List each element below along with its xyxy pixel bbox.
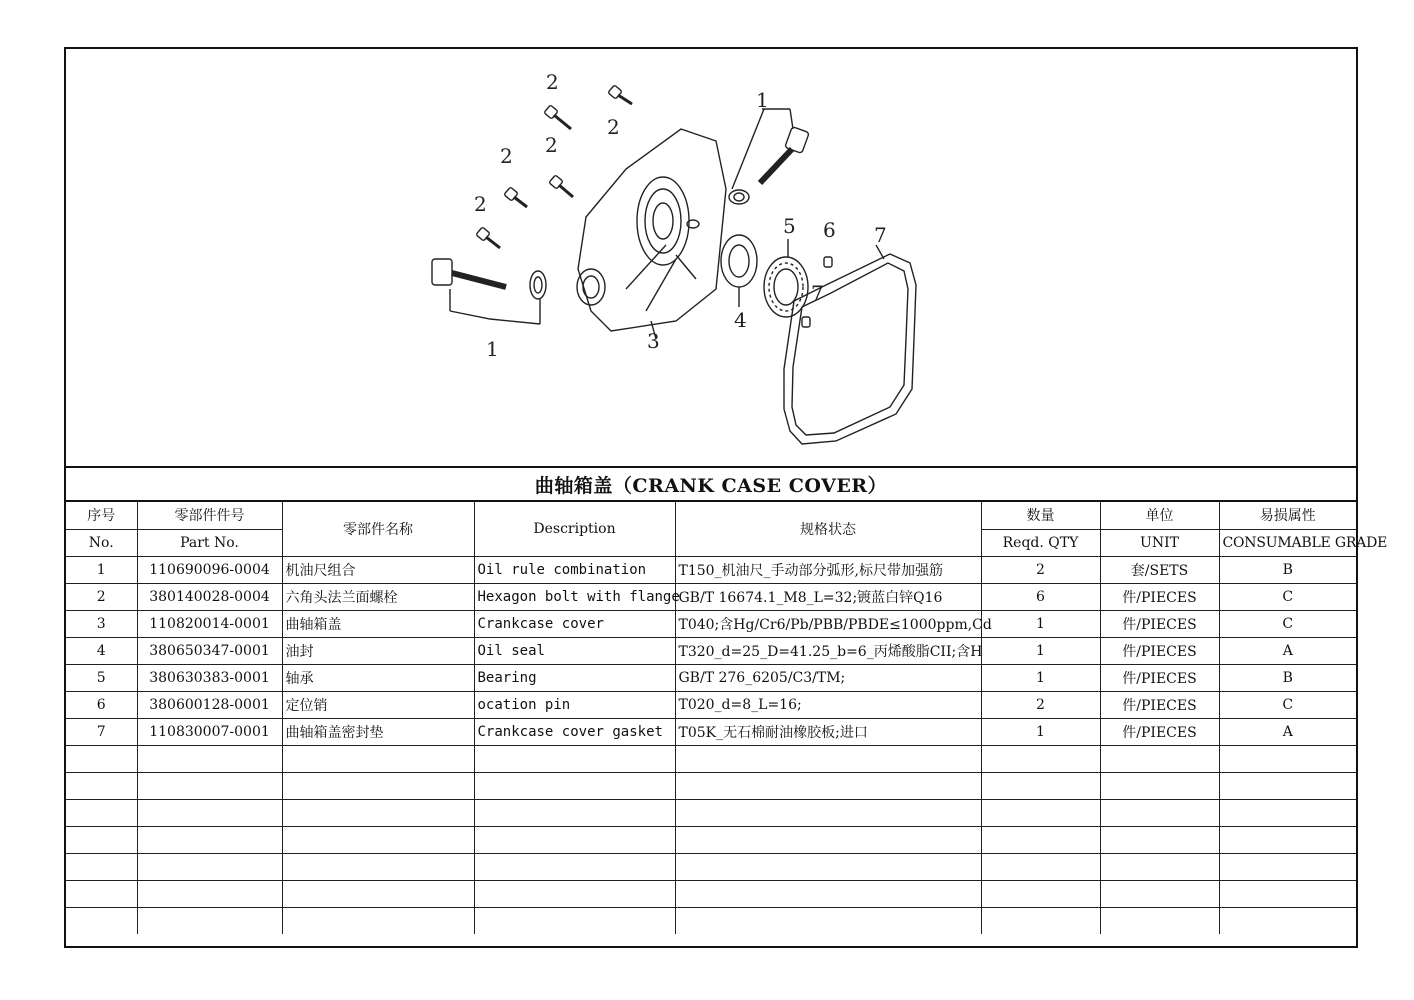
callout-4: 4 bbox=[734, 308, 747, 332]
empty-cell bbox=[137, 907, 282, 934]
cell-part-no: 110820014-0001 bbox=[137, 610, 282, 637]
empty-cell bbox=[66, 772, 137, 799]
cell-name-cn: 定位销 bbox=[282, 691, 474, 718]
empty-cell bbox=[137, 799, 282, 826]
parts-table bbox=[66, 502, 1388, 934]
cell-spec: GB/T 16674.1_M8_L=32;镀蓝白锌Q16 bbox=[675, 583, 981, 610]
table-row bbox=[66, 583, 1356, 610]
empty-cell bbox=[282, 745, 474, 772]
empty-cell bbox=[66, 907, 137, 934]
cell-part-no: 380140028-0004 bbox=[137, 583, 282, 610]
dipstick-left-drawing bbox=[432, 259, 546, 324]
empty-cell bbox=[1219, 826, 1356, 853]
empty-cell bbox=[137, 826, 282, 853]
callout-2d: 2 bbox=[545, 133, 558, 157]
cell-no: 6 bbox=[66, 691, 137, 718]
bolt-drawing-f bbox=[504, 187, 527, 207]
table-row bbox=[66, 664, 1356, 691]
cell-no: 7 bbox=[66, 718, 137, 745]
empty-cell bbox=[675, 772, 981, 799]
crankcase-cover-body bbox=[577, 129, 726, 339]
cell-unit: 件/PIECES bbox=[1100, 691, 1219, 718]
exploded-diagram bbox=[66, 49, 1356, 468]
table-row bbox=[66, 691, 1356, 718]
cell-spec: T150_机油尺_手动部分弧形,标尺带加强筋 bbox=[675, 556, 981, 583]
dipstick-right-drawing bbox=[729, 109, 809, 204]
header-unit-en: UNIT bbox=[1100, 529, 1219, 556]
cell-spec: T020_d=8_L=16; bbox=[675, 691, 981, 718]
empty-cell bbox=[282, 853, 474, 880]
cell-qty: 1 bbox=[981, 718, 1100, 745]
callout-7-pin: 7 bbox=[811, 281, 824, 305]
gasket-drawing bbox=[784, 245, 916, 444]
locating-pin-drawing-a bbox=[824, 257, 832, 267]
empty-cell bbox=[137, 880, 282, 907]
cell-no: 5 bbox=[66, 664, 137, 691]
empty-cell bbox=[1219, 853, 1356, 880]
cell-grade: C bbox=[1219, 610, 1356, 637]
cell-grade: A bbox=[1219, 718, 1356, 745]
cell-no: 2 bbox=[66, 583, 137, 610]
bearing-drawing bbox=[764, 239, 808, 317]
header-unit-cn: 单位 bbox=[1100, 502, 1219, 529]
cell-grade: C bbox=[1219, 583, 1356, 610]
empty-cell bbox=[981, 772, 1100, 799]
cell-description: Hexagon bolt with flange bbox=[474, 583, 675, 610]
cell-no: 4 bbox=[66, 637, 137, 664]
header-grade-cn: 易损属性 bbox=[1219, 502, 1356, 529]
empty-table-row bbox=[66, 853, 1356, 880]
empty-cell bbox=[66, 853, 137, 880]
cell-name-cn: 曲轴箱盖密封垫 bbox=[282, 718, 474, 745]
empty-cell bbox=[981, 826, 1100, 853]
cell-spec: T320_d=25_D=41.25_b=6_丙烯酸脂CII;含H bbox=[675, 637, 981, 664]
cell-description: Bearing bbox=[474, 664, 675, 691]
empty-cell bbox=[282, 799, 474, 826]
empty-cell bbox=[1100, 826, 1219, 853]
cell-spec: T040;含Hg/Cr6/Pb/PBB/PBDE≤1000ppm,Cd bbox=[675, 610, 981, 637]
table-row bbox=[66, 610, 1356, 637]
header-part-en: Part No. bbox=[137, 529, 282, 556]
header-qty-en: Reqd. QTY bbox=[981, 529, 1100, 556]
cell-description: Crankcase cover gasket bbox=[474, 718, 675, 745]
cell-grade: B bbox=[1219, 664, 1356, 691]
cell-name-cn: 轴承 bbox=[282, 664, 474, 691]
empty-table-row bbox=[66, 826, 1356, 853]
section-title bbox=[66, 468, 1356, 502]
table-row bbox=[66, 718, 1356, 745]
cell-name-cn: 六角头法兰面螺栓 bbox=[282, 583, 474, 610]
cell-qty: 2 bbox=[981, 691, 1100, 718]
callout-1-right: 1 bbox=[756, 88, 769, 112]
cell-name-cn: 机油尺组合 bbox=[282, 556, 474, 583]
callout-5: 5 bbox=[783, 214, 796, 238]
cell-part-no: 380600128-0001 bbox=[137, 691, 282, 718]
cell-description: ocation pin bbox=[474, 691, 675, 718]
cell-no: 1 bbox=[66, 556, 137, 583]
empty-cell bbox=[66, 880, 137, 907]
header-grade-en: CONSUMABLE GRADE bbox=[1219, 529, 1356, 556]
cell-name-cn: 曲轴箱盖 bbox=[282, 610, 474, 637]
cell-qty: 1 bbox=[981, 610, 1100, 637]
empty-cell bbox=[282, 826, 474, 853]
empty-cell bbox=[1100, 745, 1219, 772]
oil-seal-drawing bbox=[721, 235, 757, 307]
empty-cell bbox=[474, 745, 675, 772]
empty-cell bbox=[282, 880, 474, 907]
cell-part-no: 110690096-0004 bbox=[137, 556, 282, 583]
empty-cell bbox=[1219, 772, 1356, 799]
empty-cell bbox=[137, 853, 282, 880]
empty-cell bbox=[137, 772, 282, 799]
bolt-drawing-b bbox=[608, 85, 632, 104]
empty-cell bbox=[981, 880, 1100, 907]
empty-cell bbox=[675, 853, 981, 880]
empty-table-row bbox=[66, 880, 1356, 907]
cell-part-no: 110830007-0001 bbox=[137, 718, 282, 745]
empty-table-row bbox=[66, 745, 1356, 772]
empty-table-row bbox=[66, 799, 1356, 826]
empty-cell bbox=[282, 907, 474, 934]
empty-cell bbox=[1219, 799, 1356, 826]
cell-unit: 套/SETS bbox=[1100, 556, 1219, 583]
header-qty-cn: 数量 bbox=[981, 502, 1100, 529]
locating-pin-drawing-b bbox=[802, 317, 810, 327]
empty-cell bbox=[474, 853, 675, 880]
empty-cell bbox=[1100, 772, 1219, 799]
empty-cell bbox=[474, 880, 675, 907]
empty-cell bbox=[474, 826, 675, 853]
empty-cell bbox=[1219, 880, 1356, 907]
cell-unit: 件/PIECES bbox=[1100, 664, 1219, 691]
cell-qty: 6 bbox=[981, 583, 1100, 610]
empty-cell bbox=[1100, 907, 1219, 934]
empty-cell bbox=[1219, 745, 1356, 772]
cell-part-no: 380650347-0001 bbox=[137, 637, 282, 664]
empty-cell bbox=[1100, 853, 1219, 880]
callout-1-left: 1 bbox=[486, 337, 499, 361]
cell-qty: 1 bbox=[981, 637, 1100, 664]
empty-cell bbox=[66, 826, 137, 853]
empty-cell bbox=[981, 745, 1100, 772]
empty-cell bbox=[66, 745, 137, 772]
header-name-cn: 零部件名称 bbox=[282, 502, 474, 556]
cell-unit: 件/PIECES bbox=[1100, 583, 1219, 610]
callout-6: 6 bbox=[823, 218, 836, 242]
cell-no: 3 bbox=[66, 610, 137, 637]
bolt-drawing-g bbox=[476, 227, 500, 248]
empty-cell bbox=[675, 907, 981, 934]
header-part-cn: 零部件件号 bbox=[137, 502, 282, 529]
empty-cell bbox=[1219, 907, 1356, 934]
empty-table-row bbox=[66, 772, 1356, 799]
cell-qty: 2 bbox=[981, 556, 1100, 583]
cell-spec: GB/T 276_6205/C3/TM; bbox=[675, 664, 981, 691]
crankcase-cover-drawing bbox=[66, 49, 1356, 466]
empty-cell bbox=[675, 880, 981, 907]
cell-description: Crankcase cover bbox=[474, 610, 675, 637]
table-row bbox=[66, 637, 1356, 664]
cell-grade: A bbox=[1219, 637, 1356, 664]
cell-unit: 件/PIECES bbox=[1100, 637, 1219, 664]
empty-cell bbox=[474, 799, 675, 826]
empty-cell bbox=[282, 772, 474, 799]
cell-grade: C bbox=[1219, 691, 1356, 718]
empty-cell bbox=[66, 799, 137, 826]
cell-grade: B bbox=[1219, 556, 1356, 583]
header-row-cn bbox=[66, 502, 1356, 529]
header-spec-cn: 规格状态 bbox=[675, 502, 981, 556]
empty-cell bbox=[1100, 880, 1219, 907]
empty-cell bbox=[675, 799, 981, 826]
bolt-drawing-a bbox=[544, 105, 571, 129]
header-description: Description bbox=[474, 502, 675, 556]
cell-description: Oil rule combination bbox=[474, 556, 675, 583]
cell-name-cn: 油封 bbox=[282, 637, 474, 664]
cell-part-no: 380630383-0001 bbox=[137, 664, 282, 691]
table-row bbox=[66, 556, 1356, 583]
empty-cell bbox=[675, 745, 981, 772]
callout-2c: 2 bbox=[500, 144, 513, 168]
parts-table-body bbox=[66, 502, 1388, 934]
header-no-en: No. bbox=[66, 529, 137, 556]
section-title-text: 曲轴箱盖（CRANK CASE COVER） bbox=[534, 474, 888, 497]
cell-unit: 件/PIECES bbox=[1100, 610, 1219, 637]
empty-table-row bbox=[66, 907, 1356, 934]
empty-cell bbox=[981, 799, 1100, 826]
header-no-cn: 序号 bbox=[66, 502, 137, 529]
callout-3: 3 bbox=[647, 329, 660, 353]
cell-description: Oil seal bbox=[474, 637, 675, 664]
empty-cell bbox=[981, 907, 1100, 934]
empty-cell bbox=[981, 853, 1100, 880]
cell-spec: T05K_无石棉耐油橡胶板;进口 bbox=[675, 718, 981, 745]
empty-cell bbox=[675, 826, 981, 853]
callout-2e: 2 bbox=[474, 192, 487, 216]
callout-2b: 2 bbox=[607, 115, 620, 139]
empty-cell bbox=[474, 907, 675, 934]
callout-7-gasket: 7 bbox=[874, 223, 887, 247]
empty-cell bbox=[1100, 799, 1219, 826]
parts-sheet-frame bbox=[64, 47, 1388, 948]
cell-unit: 件/PIECES bbox=[1100, 718, 1219, 745]
empty-cell bbox=[137, 745, 282, 772]
callout-2a: 2 bbox=[546, 70, 559, 94]
empty-cell bbox=[474, 772, 675, 799]
cell-qty: 1 bbox=[981, 664, 1100, 691]
